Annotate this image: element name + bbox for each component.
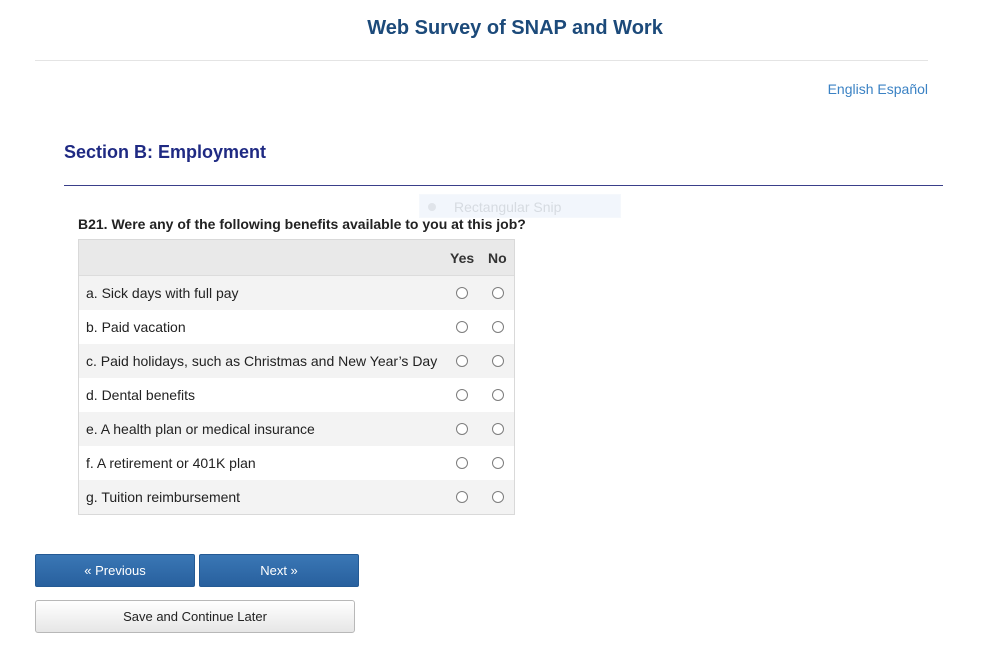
grid-row-health-plan <box>79 412 514 446</box>
radio-no[interactable] <box>492 457 504 469</box>
snip-mode-label: Rectangular Snip <box>454 199 562 215</box>
rectangular-snip-overlay <box>419 194 621 218</box>
column-header-no: No <box>488 250 507 266</box>
row-label: a. Sick days with full pay <box>86 285 239 301</box>
radio-yes[interactable] <box>456 457 468 469</box>
radio-no[interactable] <box>492 389 504 401</box>
column-header-yes: Yes <box>450 250 475 266</box>
radio-yes[interactable] <box>456 389 468 401</box>
language-link-english[interactable]: English <box>827 81 874 97</box>
snip-mode-icon <box>428 203 436 211</box>
radio-no[interactable] <box>492 491 504 503</box>
title-divider <box>35 60 928 61</box>
language-link-espanol[interactable]: Español <box>877 81 928 97</box>
grid-row-tuition-reimbursement <box>79 480 514 514</box>
benefits-question-grid <box>78 239 515 515</box>
row-label: c. Paid holidays, such as Christmas and New Year’s Day <box>86 353 438 369</box>
question-text: B21. Were any of the following benefits available to you at this job? <box>78 216 526 232</box>
radio-no[interactable] <box>492 321 504 333</box>
radio-no[interactable] <box>492 287 504 299</box>
row-label: f. A retirement or 401K plan <box>86 455 256 471</box>
grid-row-paid-vacation <box>79 310 514 344</box>
grid-row-retirement-plan <box>79 446 514 480</box>
radio-yes[interactable] <box>456 423 468 435</box>
save-and-continue-later-button[interactable]: Save and Continue Later <box>35 600 355 633</box>
row-label: b. Paid vacation <box>86 319 186 335</box>
grid-row-sick-days <box>79 276 514 310</box>
radio-yes[interactable] <box>456 491 468 503</box>
grid-row-dental-benefits <box>79 378 514 412</box>
row-label: e. A health plan or medical insurance <box>86 421 315 437</box>
row-label: d. Dental benefits <box>86 387 195 403</box>
row-label: g. Tuition reimbursement <box>86 489 241 505</box>
section-title: Section B: Employment <box>64 142 267 162</box>
grid-header <box>79 240 514 276</box>
radio-no[interactable] <box>492 423 504 435</box>
survey-title: Web Survey of SNAP and Work <box>367 17 663 39</box>
section-divider <box>64 185 943 186</box>
radio-yes[interactable] <box>456 287 468 299</box>
language-switcher <box>828 81 928 97</box>
radio-yes[interactable] <box>456 355 468 367</box>
grid-row-paid-holidays <box>79 344 514 378</box>
radio-no[interactable] <box>492 355 504 367</box>
previous-button[interactable]: « Previous <box>35 554 195 587</box>
radio-yes[interactable] <box>456 321 468 333</box>
next-button[interactable]: Next » <box>199 554 359 587</box>
